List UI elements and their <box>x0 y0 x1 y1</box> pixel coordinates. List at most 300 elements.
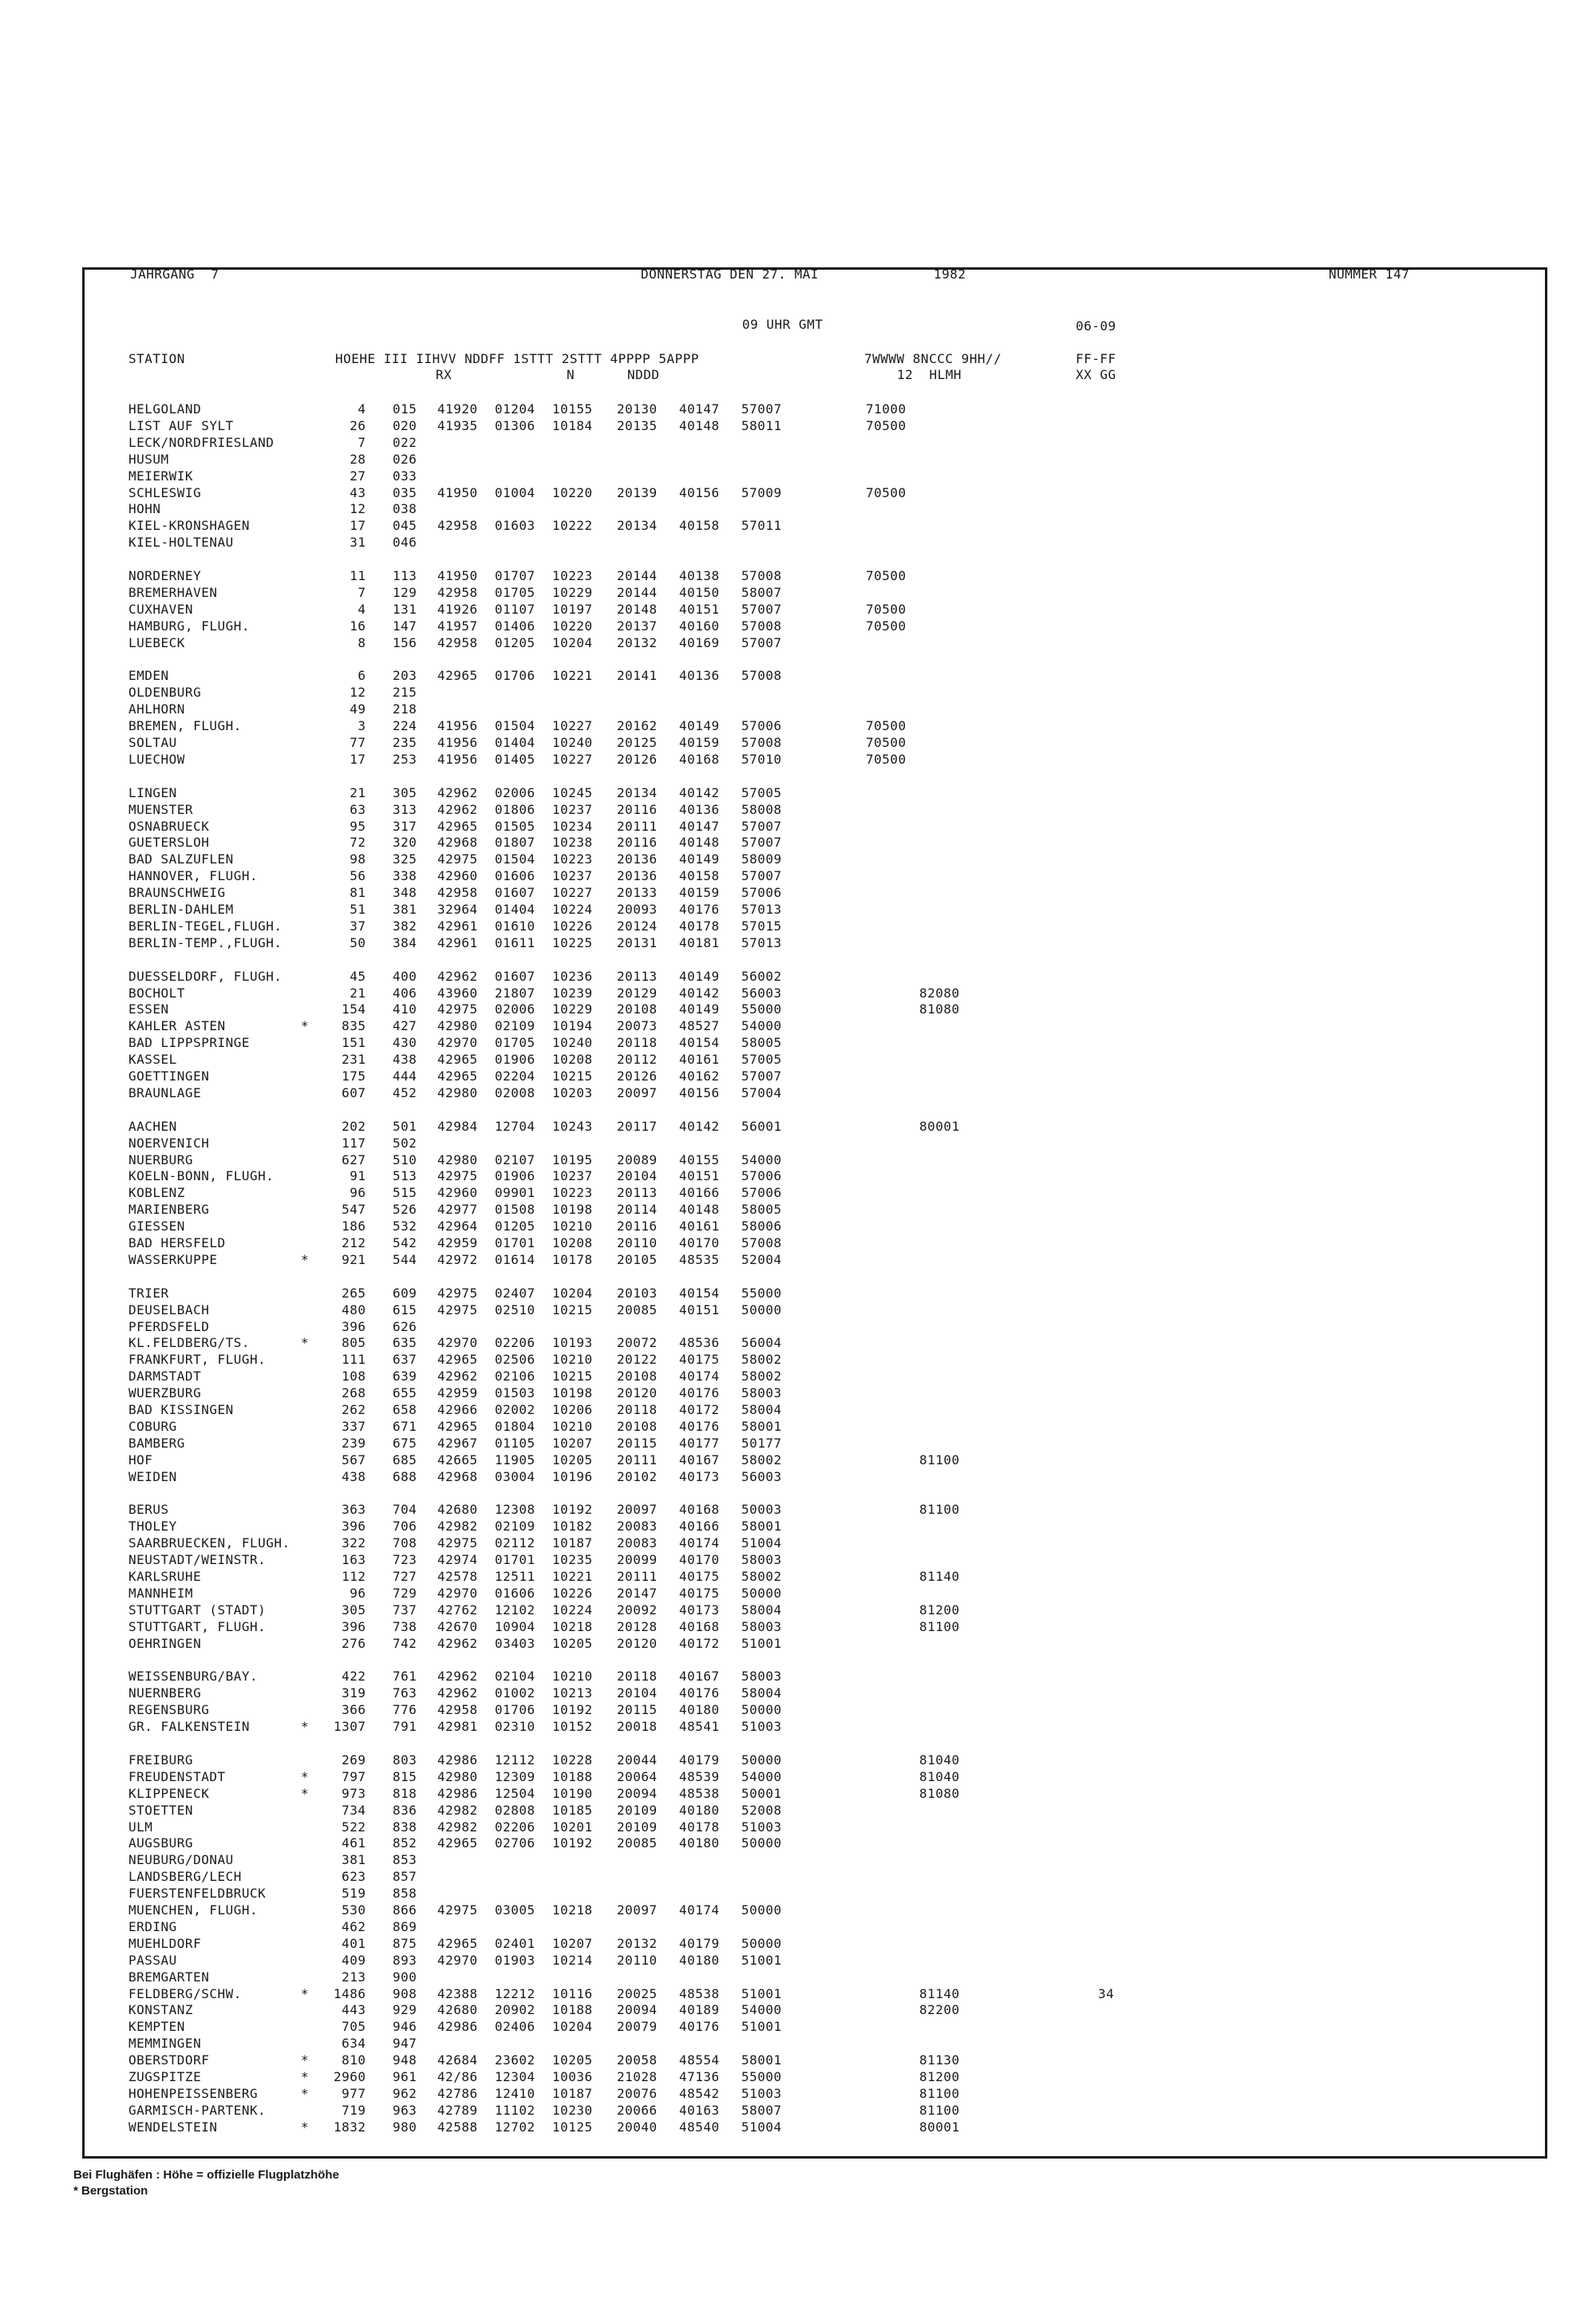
4pppp: 40151 <box>679 1168 720 1184</box>
iii: 542 <box>393 1235 417 1250</box>
iii: 875 <box>393 1935 417 1951</box>
2sttt: 20120 <box>617 1635 658 1651</box>
nddff: 01205 <box>495 634 535 650</box>
station-name: KOBLENZ <box>128 1185 185 1201</box>
8nccc: 81040 <box>919 1752 960 1768</box>
table-row <box>128 1502 1405 1519</box>
iii: 131 <box>393 601 417 617</box>
2sttt: 20118 <box>617 1402 658 1417</box>
5appp: 51001 <box>741 1635 782 1651</box>
2sttt: 20116 <box>617 1219 658 1234</box>
4pppp: 40161 <box>679 1219 720 1234</box>
1sttt: 10152 <box>552 1719 593 1735</box>
station-name: KIEL-KRONSHAGEN <box>128 518 250 534</box>
hoehe: 607 <box>334 1084 366 1100</box>
iii: 961 <box>393 2069 417 2084</box>
2sttt: 20040 <box>617 2119 658 2135</box>
nddff: 02206 <box>495 1819 535 1835</box>
5appp: 58007 <box>741 584 782 600</box>
table-row <box>128 1185 1405 1202</box>
5appp: 57008 <box>741 618 782 634</box>
station-name: MANNHEIM <box>128 1585 194 1601</box>
station-name: OSNABRUECK <box>128 818 210 834</box>
iii: 635 <box>393 1335 417 1351</box>
station-name: HOF <box>128 1452 153 1467</box>
4pppp: 40179 <box>679 1935 720 1951</box>
table-row <box>128 2086 1405 2103</box>
1sttt: 10205 <box>552 1635 593 1651</box>
5appp: 58011 <box>741 417 782 433</box>
iihvv: 42665 <box>437 1452 478 1467</box>
station-name: GR. FALKENSTEIN <box>128 1719 250 1735</box>
table-row <box>128 1519 1405 1535</box>
table-row <box>128 1352 1405 1369</box>
station-name: BERUS <box>128 1502 169 1518</box>
2sttt: 20144 <box>617 568 658 583</box>
nddff: 02107 <box>495 1151 535 1167</box>
1sttt: 10223 <box>552 568 593 583</box>
4pppp: 40180 <box>679 1802 720 1818</box>
nddff: 02002 <box>495 1402 535 1417</box>
table-row <box>128 1069 1405 1085</box>
station-name: BRAUNSCHWEIG <box>128 885 226 901</box>
iihvv: 42958 <box>437 885 478 901</box>
table-row <box>128 735 1405 752</box>
table-row <box>128 1436 1405 1452</box>
5appp: 57007 <box>741 868 782 884</box>
2sttt: 20115 <box>617 1435 658 1451</box>
station-name: HAMBURG, FLUGH. <box>128 618 250 634</box>
nddff: 01004 <box>495 484 535 500</box>
1sttt: 10178 <box>552 1251 593 1267</box>
hoehe: 81 <box>334 885 366 901</box>
iihvv: 42959 <box>437 1385 478 1401</box>
iii: 510 <box>393 1151 417 1167</box>
hoehe: 2960 <box>334 2069 366 2084</box>
columns-header-xxgg: XX GG <box>1076 367 1116 382</box>
4pppp: 40149 <box>679 968 720 984</box>
station-name: PASSAU <box>128 1952 177 1968</box>
station-name: WASSERKUPPE <box>128 1251 218 1267</box>
5appp: 55000 <box>741 1285 782 1301</box>
1sttt: 10194 <box>552 1018 593 1034</box>
iihvv: 42960 <box>437 868 478 884</box>
station-name: FREIBURG <box>128 1752 194 1768</box>
5appp: 58004 <box>741 1402 782 1417</box>
table-row <box>128 1552 1405 1569</box>
1sttt: 10214 <box>552 1952 593 1968</box>
nddff: 02510 <box>495 1302 535 1317</box>
hoehe: 49 <box>334 701 366 717</box>
7wwww: 70500 <box>866 718 907 734</box>
hoehe: 438 <box>334 1468 366 1484</box>
nddff: 02106 <box>495 1369 535 1385</box>
nddff: 12511 <box>495 1569 535 1584</box>
4pppp: 40154 <box>679 1285 720 1301</box>
2sttt: 20136 <box>617 868 658 884</box>
nddff: 12309 <box>495 1768 535 1784</box>
iii: 526 <box>393 1202 417 1218</box>
mountain-marker: * <box>301 1768 310 1784</box>
1sttt: 10210 <box>552 1219 593 1234</box>
table-row <box>128 1119 1405 1136</box>
station-name: ERDING <box>128 1918 177 1934</box>
iihvv: 42959 <box>437 1235 478 1250</box>
5appp: 54000 <box>741 1768 782 1784</box>
iii: 022 <box>393 434 417 450</box>
nddff: 01505 <box>495 818 535 834</box>
4pppp: 40136 <box>679 801 720 817</box>
hoehe: 977 <box>334 2085 366 2101</box>
2sttt: 20128 <box>617 1618 658 1634</box>
1sttt: 10236 <box>552 968 593 984</box>
table-row <box>128 1702 1405 1719</box>
station-name: KAHLER ASTEN <box>128 1018 226 1034</box>
station-name: LANDSBERG/LECH <box>128 1869 242 1885</box>
4pppp: 40158 <box>679 868 720 884</box>
8nccc: 81040 <box>919 1768 960 1784</box>
table-row <box>128 635 1405 652</box>
iii: 381 <box>393 902 417 917</box>
2sttt: 20109 <box>617 1819 658 1835</box>
iihvv: 41920 <box>437 401 478 417</box>
4pppp: 40176 <box>679 1418 720 1434</box>
table-row <box>128 485 1405 502</box>
4pppp: 40150 <box>679 584 720 600</box>
1sttt: 10207 <box>552 1935 593 1951</box>
2sttt: 20110 <box>617 1235 658 1250</box>
station-name: COBURG <box>128 1418 177 1434</box>
iihvv: 42970 <box>437 1335 478 1351</box>
hoehe: 337 <box>334 1418 366 1434</box>
table-row <box>128 1752 1405 1769</box>
nddff: 02006 <box>495 1001 535 1017</box>
hoehe: 547 <box>334 1202 366 1218</box>
4pppp: 40175 <box>679 1352 720 1368</box>
table-row <box>128 685 1405 701</box>
table-row <box>128 902 1405 918</box>
station-name: BAD LIPPSPRINGE <box>128 1035 250 1051</box>
hoehe: 12 <box>334 501 366 517</box>
nddff: 01503 <box>495 1385 535 1401</box>
4pppp: 40162 <box>679 1069 720 1084</box>
nddff: 10904 <box>495 1618 535 1634</box>
hoehe: 366 <box>334 1702 366 1718</box>
table-row <box>128 1001 1405 1018</box>
nddff: 01406 <box>495 618 535 634</box>
1sttt: 10155 <box>552 401 593 417</box>
1sttt: 10237 <box>552 868 593 884</box>
hoehe: 96 <box>334 1185 366 1201</box>
table-row <box>128 2019 1405 2036</box>
hoehe: 268 <box>334 1385 366 1401</box>
table-row <box>128 535 1405 551</box>
1sttt: 10204 <box>552 2019 593 2035</box>
iii: 838 <box>393 1819 417 1835</box>
2sttt: 20105 <box>617 1251 658 1267</box>
5appp: 54000 <box>741 2002 782 2018</box>
station-name: LINGEN <box>128 784 177 800</box>
iihvv: 42967 <box>437 1435 478 1451</box>
4pppp: 40180 <box>679 1835 720 1851</box>
5appp: 57015 <box>741 918 782 934</box>
2sttt: 20126 <box>617 1069 658 1084</box>
5appp: 57013 <box>741 934 782 950</box>
table-row <box>128 1919 1405 1936</box>
table-row <box>128 1636 1405 1653</box>
2sttt: 20137 <box>617 618 658 634</box>
4pppp: 40147 <box>679 401 720 417</box>
iii: 038 <box>393 501 417 517</box>
hoehe: 77 <box>334 735 366 750</box>
2sttt: 20108 <box>617 1369 658 1385</box>
2sttt: 20118 <box>617 1669 658 1685</box>
1sttt: 10223 <box>552 851 593 867</box>
iihvv: 42986 <box>437 2019 478 2035</box>
nddff: 01404 <box>495 735 535 750</box>
nddff: 01906 <box>495 1168 535 1184</box>
station-name: BAD KISSINGEN <box>128 1402 234 1417</box>
iii: 815 <box>393 1768 417 1784</box>
5appp: 58002 <box>741 1369 782 1385</box>
table-row <box>128 1452 1405 1469</box>
hoehe: 1486 <box>334 1985 366 2001</box>
iihvv: 42964 <box>437 1219 478 1234</box>
1sttt: 10229 <box>552 584 593 600</box>
nddff: 01405 <box>495 751 535 767</box>
1sttt: 10237 <box>552 1168 593 1184</box>
hoehe: 265 <box>334 1285 366 1301</box>
hoehe: 98 <box>334 851 366 867</box>
nddff: 01707 <box>495 568 535 583</box>
table-row <box>128 918 1405 935</box>
hoehe: 56 <box>334 868 366 884</box>
table-row <box>128 1535 1405 1552</box>
station-name: WEISSENBURG/BAY. <box>128 1669 259 1685</box>
4pppp: 40175 <box>679 1569 720 1584</box>
table-row <box>128 1786 1405 1803</box>
4pppp: 40163 <box>679 2102 720 2118</box>
station-name: BAMBERG <box>128 1435 185 1451</box>
iii: 502 <box>393 1135 417 1151</box>
1sttt: 10221 <box>552 1569 593 1584</box>
nddff: 01606 <box>495 868 535 884</box>
iihvv: 42966 <box>437 1402 478 1417</box>
table-row <box>128 2119 1405 2136</box>
5appp: 55000 <box>741 2069 782 2084</box>
1sttt: 10225 <box>552 934 593 950</box>
1sttt: 10184 <box>552 417 593 433</box>
2sttt: 20108 <box>617 1418 658 1434</box>
station-name: GOETTINGEN <box>128 1069 210 1084</box>
hoehe: 634 <box>334 2036 366 2052</box>
nddff: 12702 <box>495 2119 535 2135</box>
iihvv: 41956 <box>437 751 478 767</box>
iii: 742 <box>393 1635 417 1651</box>
nddff: 01607 <box>495 968 535 984</box>
nddff: 02401 <box>495 1935 535 1951</box>
table-row <box>128 1385 1405 1402</box>
2sttt: 20072 <box>617 1335 658 1351</box>
2sttt: 20122 <box>617 1352 658 1368</box>
number-label: NUMMER 147 <box>1329 267 1410 282</box>
hoehe: 26 <box>334 417 366 433</box>
5appp: 58003 <box>741 1618 782 1634</box>
iii: 035 <box>393 484 417 500</box>
7wwww: 70500 <box>866 601 907 617</box>
iii: 444 <box>393 1069 417 1084</box>
iii: 869 <box>393 1918 417 1934</box>
iii: 908 <box>393 1985 417 2001</box>
iii: 129 <box>393 584 417 600</box>
nddff: 01611 <box>495 934 535 950</box>
5appp: 57008 <box>741 1235 782 1250</box>
table-row <box>128 1335 1405 1352</box>
2sttt: 20132 <box>617 1935 658 1951</box>
1sttt: 10234 <box>552 818 593 834</box>
5appp: 57006 <box>741 1185 782 1201</box>
iihvv: 42962 <box>437 1369 478 1385</box>
4pppp: 40136 <box>679 668 720 684</box>
4pppp: 40169 <box>679 634 720 650</box>
2sttt: 20148 <box>617 601 658 617</box>
iii: 962 <box>393 2085 417 2101</box>
5appp: 50000 <box>741 1752 782 1768</box>
2sttt: 20116 <box>617 801 658 817</box>
8nccc: 81100 <box>919 1618 960 1634</box>
mountain-marker: * <box>301 2069 310 2084</box>
8nccc: 81130 <box>919 2052 960 2068</box>
2sttt: 20025 <box>617 1985 658 2001</box>
7wwww: 70500 <box>866 568 907 583</box>
1sttt: 10190 <box>552 1785 593 1801</box>
station-name: FREUDENSTADT <box>128 1768 226 1784</box>
2sttt: 20085 <box>617 1835 658 1851</box>
4pppp: 48538 <box>679 1985 720 2001</box>
1sttt: 10218 <box>552 1902 593 1918</box>
iii: 737 <box>393 1602 417 1618</box>
hoehe: 63 <box>334 801 366 817</box>
nddff: 01705 <box>495 584 535 600</box>
7wwww: 70500 <box>866 735 907 750</box>
iihvv: 42972 <box>437 1251 478 1267</box>
2sttt: 20092 <box>617 1602 658 1618</box>
columns-header-line1c: FF-FF <box>1076 351 1116 366</box>
station-name: KL.FELDBERG/TS. <box>128 1335 250 1351</box>
1sttt: 10243 <box>552 1118 593 1134</box>
iihvv: 42786 <box>437 2085 478 2101</box>
4pppp: 40175 <box>679 1585 720 1601</box>
nddff: 02104 <box>495 1669 535 1685</box>
station-name: KIEL-HOLTENAU <box>128 535 234 551</box>
nddff: 21807 <box>495 985 535 1001</box>
nddff: 02204 <box>495 1069 535 1084</box>
5appp: 58003 <box>741 1385 782 1401</box>
1sttt: 10226 <box>552 918 593 934</box>
1sttt: 10228 <box>552 1752 593 1768</box>
nddff: 02406 <box>495 2019 535 2035</box>
4pppp: 40166 <box>679 1185 720 1201</box>
5appp: 58002 <box>741 1352 782 1368</box>
nddff: 20902 <box>495 2002 535 2018</box>
5appp: 58006 <box>741 1219 782 1234</box>
2sttt: 20131 <box>617 934 658 950</box>
station-name: NORDERNEY <box>128 568 202 583</box>
nddff: 01906 <box>495 1052 535 1068</box>
iihvv: 42970 <box>437 1952 478 1968</box>
table-row <box>128 868 1405 885</box>
iihvv: 42/86 <box>437 2069 478 2084</box>
hoehe: 363 <box>334 1502 366 1518</box>
4pppp: 40178 <box>679 1819 720 1835</box>
station-name: LUECHOW <box>128 751 185 767</box>
iii: 980 <box>393 2119 417 2135</box>
table-row <box>128 501 1405 518</box>
1sttt: 10206 <box>552 1402 593 1417</box>
1sttt: 10210 <box>552 1669 593 1685</box>
1sttt: 10210 <box>552 1418 593 1434</box>
8nccc: 80001 <box>919 2119 960 2135</box>
station-name: MEMMINGEN <box>128 2036 202 2052</box>
hoehe: 213 <box>334 1969 366 1985</box>
iihvv: 42965 <box>437 1052 478 1068</box>
2sttt: 20144 <box>617 584 658 600</box>
iihvv: 42965 <box>437 1352 478 1368</box>
iii: 515 <box>393 1185 417 1201</box>
iihvv: 42975 <box>437 1001 478 1017</box>
iihvv: 42388 <box>437 1985 478 2001</box>
hoehe: 175 <box>334 1069 366 1084</box>
station-name: GUETERSLOH <box>128 835 210 851</box>
1sttt: 10227 <box>552 751 593 767</box>
8nccc: 81100 <box>919 1452 960 1467</box>
1sttt: 10204 <box>552 1285 593 1301</box>
5appp: 51001 <box>741 1952 782 1968</box>
nddff: 01806 <box>495 801 535 817</box>
4pppp: 40189 <box>679 2002 720 2018</box>
hoehe: 202 <box>334 1118 366 1134</box>
1sttt: 10195 <box>552 1151 593 1167</box>
4pppp: 40181 <box>679 934 720 950</box>
4pppp: 40159 <box>679 885 720 901</box>
4pppp: 40158 <box>679 518 720 534</box>
2sttt: 20133 <box>617 885 658 901</box>
hoehe: 111 <box>334 1352 366 1368</box>
5appp: 56003 <box>741 985 782 1001</box>
5appp: 58001 <box>741 1519 782 1535</box>
station-name: ULM <box>128 1819 153 1835</box>
iii: 224 <box>393 718 417 734</box>
iihvv: 42962 <box>437 968 478 984</box>
5appp: 57004 <box>741 1084 782 1100</box>
table-row <box>128 986 1405 1002</box>
2sttt: 20073 <box>617 1018 658 1034</box>
iii: 893 <box>393 1952 417 1968</box>
hoehe: 28 <box>334 451 366 467</box>
4pppp: 40168 <box>679 1618 720 1634</box>
2sttt: 20124 <box>617 918 658 934</box>
nddff: 01706 <box>495 668 535 684</box>
station-name: STOETTEN <box>128 1802 194 1818</box>
iihvv: 42970 <box>437 1035 478 1051</box>
hoehe: 627 <box>334 1151 366 1167</box>
4pppp: 48527 <box>679 1018 720 1034</box>
2sttt: 20103 <box>617 1285 658 1301</box>
iihvv: 41926 <box>437 601 478 617</box>
7wwww: 70500 <box>866 618 907 634</box>
iihvv: 42961 <box>437 934 478 950</box>
4pppp: 40156 <box>679 484 720 500</box>
